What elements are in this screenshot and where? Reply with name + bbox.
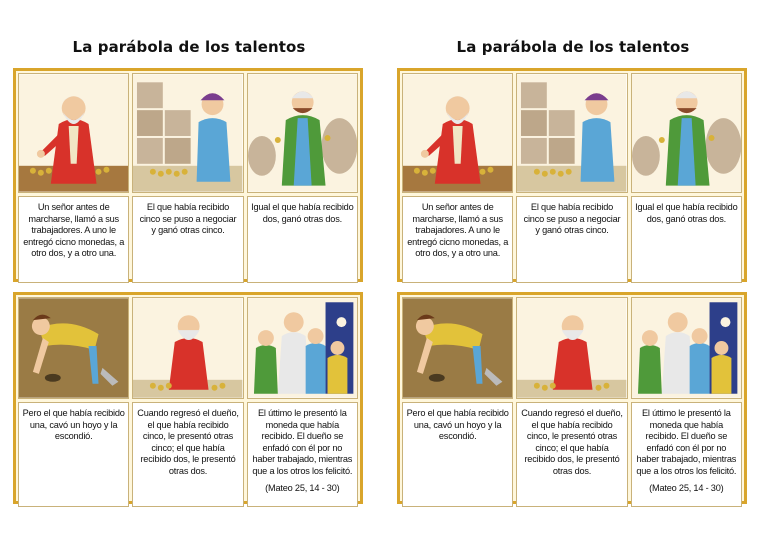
panel-caption: Igual el que había recibido dos, ganó otras dos. — [631, 196, 742, 283]
servant-digging-hole-illustration — [402, 297, 513, 399]
sheet-title: La parábola de los talentos — [456, 38, 690, 56]
bible-reference: (Mateo 25, 14 - 30) — [265, 483, 340, 493]
servant-with-two-coins-illustration — [631, 73, 742, 193]
old-master-with-coins-illustration — [402, 73, 513, 193]
panel-caption-with-reference — [631, 402, 742, 507]
story-block-bottom — [397, 292, 747, 504]
panel-caption: El úttimo le presentó la moneda que había recibido. El dueño se enfadó con él por no haber trabajado, mientras que a los otros los felicitó. — [636, 408, 737, 476]
bible-reference: (Mateo 25, 14 - 30) — [649, 483, 724, 493]
panel-caption: Pero el que había recibido una, cavó un hoyo y la escondió. — [18, 402, 129, 507]
panel-caption: El que había recibido cinco se puso a negociar y ganó otras cinco. — [516, 196, 627, 283]
servants-before-master-illustration — [631, 297, 742, 399]
panel-caption: El que había recibido cinco se puso a negociar y ganó otras cinco. — [132, 196, 243, 283]
panel-caption: Cuando regresó el dueño, el que había recibido cinco, le presentó otras cinco; el que había recibido dos, le presentó otras dos. — [516, 402, 627, 507]
servant-with-sacks-illustration — [132, 73, 243, 193]
panel-caption: Pero el que había recibido una, cavó un hoyo y la escondió. — [402, 402, 513, 507]
servant-digging-hole-illustration — [18, 297, 129, 399]
panel-caption-with-reference — [247, 402, 358, 507]
master-returns-illustration — [516, 297, 627, 399]
story-block-top — [13, 68, 363, 282]
servants-before-master-illustration — [247, 297, 358, 399]
panel-caption: Un señor antes de marcharse, llamó a sus trabajadores. A uno le entregó cicno monedas, a otro dos, y a otro una. — [402, 196, 513, 283]
panel-caption: El úttimo le presentó la moneda que había recibido. El dueño se enfadó con él por no haber trabajado, mientras que a los otros los felicitó. — [252, 408, 353, 476]
panel-caption: Cuando regresó el dueño, el que había recibido cinco, le presentó otras cinco; el que había recibido dos, le presentó otras dos. — [132, 402, 243, 507]
sheet-title: La parábola de los talentos — [72, 38, 306, 56]
story-block-bottom — [13, 292, 363, 504]
old-master-with-coins-illustration — [18, 73, 129, 193]
panel-caption: Un señor antes de marcharse, llamó a sus trabajadores. A uno le entregó cicno monedas, a otro dos, y a otro una. — [18, 196, 129, 283]
servant-with-sacks-illustration — [516, 73, 627, 193]
servant-with-two-coins-illustration — [247, 73, 358, 193]
panel-caption: Igual el que había recibido dos, ganó otras dos. — [247, 196, 358, 283]
master-returns-illustration — [132, 297, 243, 399]
story-block-top — [397, 68, 747, 282]
